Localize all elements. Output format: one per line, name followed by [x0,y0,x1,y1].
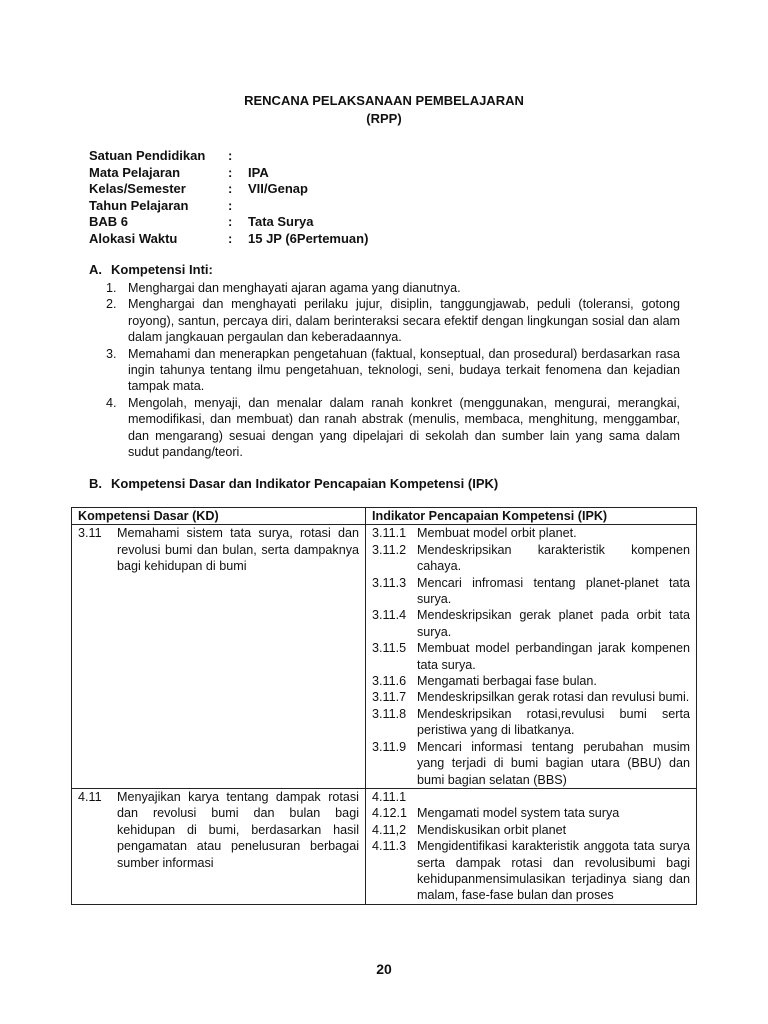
indicator-text: Mendeskripsikan gerak planet pada orbit tata surya. [417,608,690,639]
kd-code: 4.11 [78,789,102,804]
info-label: Kelas/Semester [89,181,186,196]
indicator-code: 3.11.6 [372,674,407,689]
list-text: Menghargai dan menghayati ajaran agama yang dianutnya. [128,281,461,295]
section-letter: A. [89,262,102,277]
indicator-item [372,706,690,739]
list-number: 3. [106,346,117,361]
kompetensi-inti-list [106,280,680,460]
table-header-row [72,508,697,525]
info-value: VII/Genap [248,181,308,196]
indicator-code: 3.11.2 [372,542,407,557]
kd-text: Menyajikan karya tentang dampak rotasi dan revolusi bumi dan bulan bagi kehidupan di bumi, berdasarkan hasil pengamatan atau penelusuran berbagai sumber informasi [117,789,359,870]
info-value: IPA [248,164,269,180]
indicator-code: 4.12.1 [372,806,408,821]
section-title: Kompetensi Dasar dan Indikator Pencapaian Kompetensi (IPK) [111,476,499,491]
section-letter: B. [89,476,102,491]
info-value: Tata Surya [248,214,314,229]
indicator-text: Mendeskripsikan karakteristik kompenen cahaya. [417,542,690,574]
indicator-code: 4.11.1 [372,789,407,804]
ipk-cell [366,788,697,904]
indicator-text: Mendiskusikan orbit planet [417,822,567,837]
kd-entry [78,789,359,871]
indicator-item [372,838,690,904]
info-row-bab [89,214,368,231]
indicator-item [372,739,690,788]
info-colon: : [228,148,233,163]
indicator-text [417,789,690,805]
indicator-text: Mendeskripsikan rotasi,revulusi bumi serta peristiwa yang di libatkanya. [417,706,690,738]
document-title: RENCANA PELAKSANAAN PEMBELAJARAN [244,93,524,108]
indicator-item [372,542,690,575]
info-label: Mata Pelajaran [89,164,181,180]
indicator-text: Mengamati model system tata surya [417,806,620,821]
kd-ipk-table [71,507,697,905]
indicator-item [372,789,690,805]
list-text: Mengolah, menyaji, dan menalar dalam ranah konkret (menggunakan, mengurai, merangkai, memodifikasi, dan membuat) dan ranah abstrak (menulis, membaca, menghitung, menggambar, dan mengarang) sesuai dengan yang dipelajari di sekolah dan sumber lain yang sama dalam sudut pandang/teori. [128,395,680,460]
indicator-text: Mengamati berbagai fase bulan. [417,674,597,689]
indicator-code: 3.11.3 [372,575,407,590]
indicator-text: Mencari informasi tentang perubahan musim yang terjadi di bumi bagian utara (BBU) dan bumi bagian selatan (BBS) [417,739,690,787]
indicator-item [372,525,690,541]
indicator-code: 3.11.1 [372,526,407,541]
column-header-kd: Kompetensi Dasar (KD) [72,508,366,525]
list-number: 1. [106,281,117,295]
list-item [106,346,680,395]
kd-code: 3.11 [78,526,102,541]
indicator-code: 3.11.9 [372,739,407,754]
indicator-item [372,575,690,608]
kd-cell [72,525,366,789]
info-row-mapel [89,165,368,182]
info-label: Tahun Pelajaran [89,197,189,213]
indicator-code: 3.11.5 [372,641,407,656]
info-row-satuan [89,148,368,165]
list-item [106,296,680,345]
indicator-text: Mengidentifikasi karakteristik anggota tata surya serta dampak rotasi dan revolusibumi bagi kehidupanmensimulasikan terjadinya siang dan malam, fase-fase bulan dan proses [417,839,690,903]
info-row-alokasi [89,231,368,248]
section-title: Kompetensi Inti: [111,262,213,277]
indicator-text: Membuat model perbandingan jarak kompenen tata surya. [417,641,690,672]
table-row [72,788,697,904]
info-row-kelas [89,181,368,198]
indicator-code: 4.11,2 [372,822,407,837]
section-b-heading [89,476,498,491]
info-row-tahun [89,198,368,215]
identity-block [89,148,368,247]
info-colon: : [228,164,233,180]
indicator-code: 4.11.3 [372,839,407,854]
indicator-text: Membuat model orbit planet. [417,526,577,541]
indicator-item [372,607,690,640]
info-label: Satuan Pendidikan [89,148,206,163]
list-item [106,395,680,461]
info-colon: : [228,214,233,229]
kd-text: Memahami sistem tata surya, rotasi dan revolusi bumi dan bulan, serta dampaknya bagi kehidupan di bumi [117,526,359,574]
indicator-code: 3.11.4 [372,608,407,623]
kd-cell [72,788,366,904]
document-subtitle: (RPP) [366,111,402,126]
list-text: Menghargai dan menghayati perilaku jujur, disiplin, tanggungjawab, peduli (toleransi, gotong royong), santun, percaya diri, dalam berinteraksi secara efektif dengan lingkungan sosial dan alam dalam jangkauan pergaulan dan keberadaannya. [128,297,680,345]
indicator-text: Mendeskripsilkan gerak rotasi dan revulusi bumi. [417,690,690,705]
indicator-item [372,689,690,705]
ipk-cell [366,525,697,789]
indicator-item [372,822,690,838]
info-colon: : [228,230,233,246]
table-row [72,525,697,789]
info-colon: : [228,197,233,213]
indicator-text: Mencari infromasi tentang planet-planet tata surya. [417,575,690,607]
indicator-item [372,640,690,673]
info-colon: : [228,181,233,196]
info-label: BAB 6 [89,214,129,229]
indicator-item [372,673,690,689]
indicator-code: 3.11.7 [372,690,407,705]
info-label: Alokasi Waktu [89,230,178,246]
list-number: 4. [106,395,117,410]
page-number: 20 [376,961,392,977]
list-number: 2. [106,297,117,312]
indicator-item [372,805,690,821]
info-value: 15 JP (6Pertemuan) [248,230,369,246]
column-header-ipk: Indikator Pencapaian Kompetensi (IPK) [366,508,697,525]
indicator-code: 3.11.8 [372,706,407,721]
section-a-heading [89,262,213,277]
list-text: Memahami dan menerapkan pengetahuan (faktual, konseptual, dan prosedural) berdasarkan rasa ingin tahunya tentang ilmu pengetahuan, teknologi, seni, budaya terkait fenomena dan kejadian tampak mata. [128,346,680,394]
list-item [106,280,680,296]
kd-entry [78,525,359,574]
